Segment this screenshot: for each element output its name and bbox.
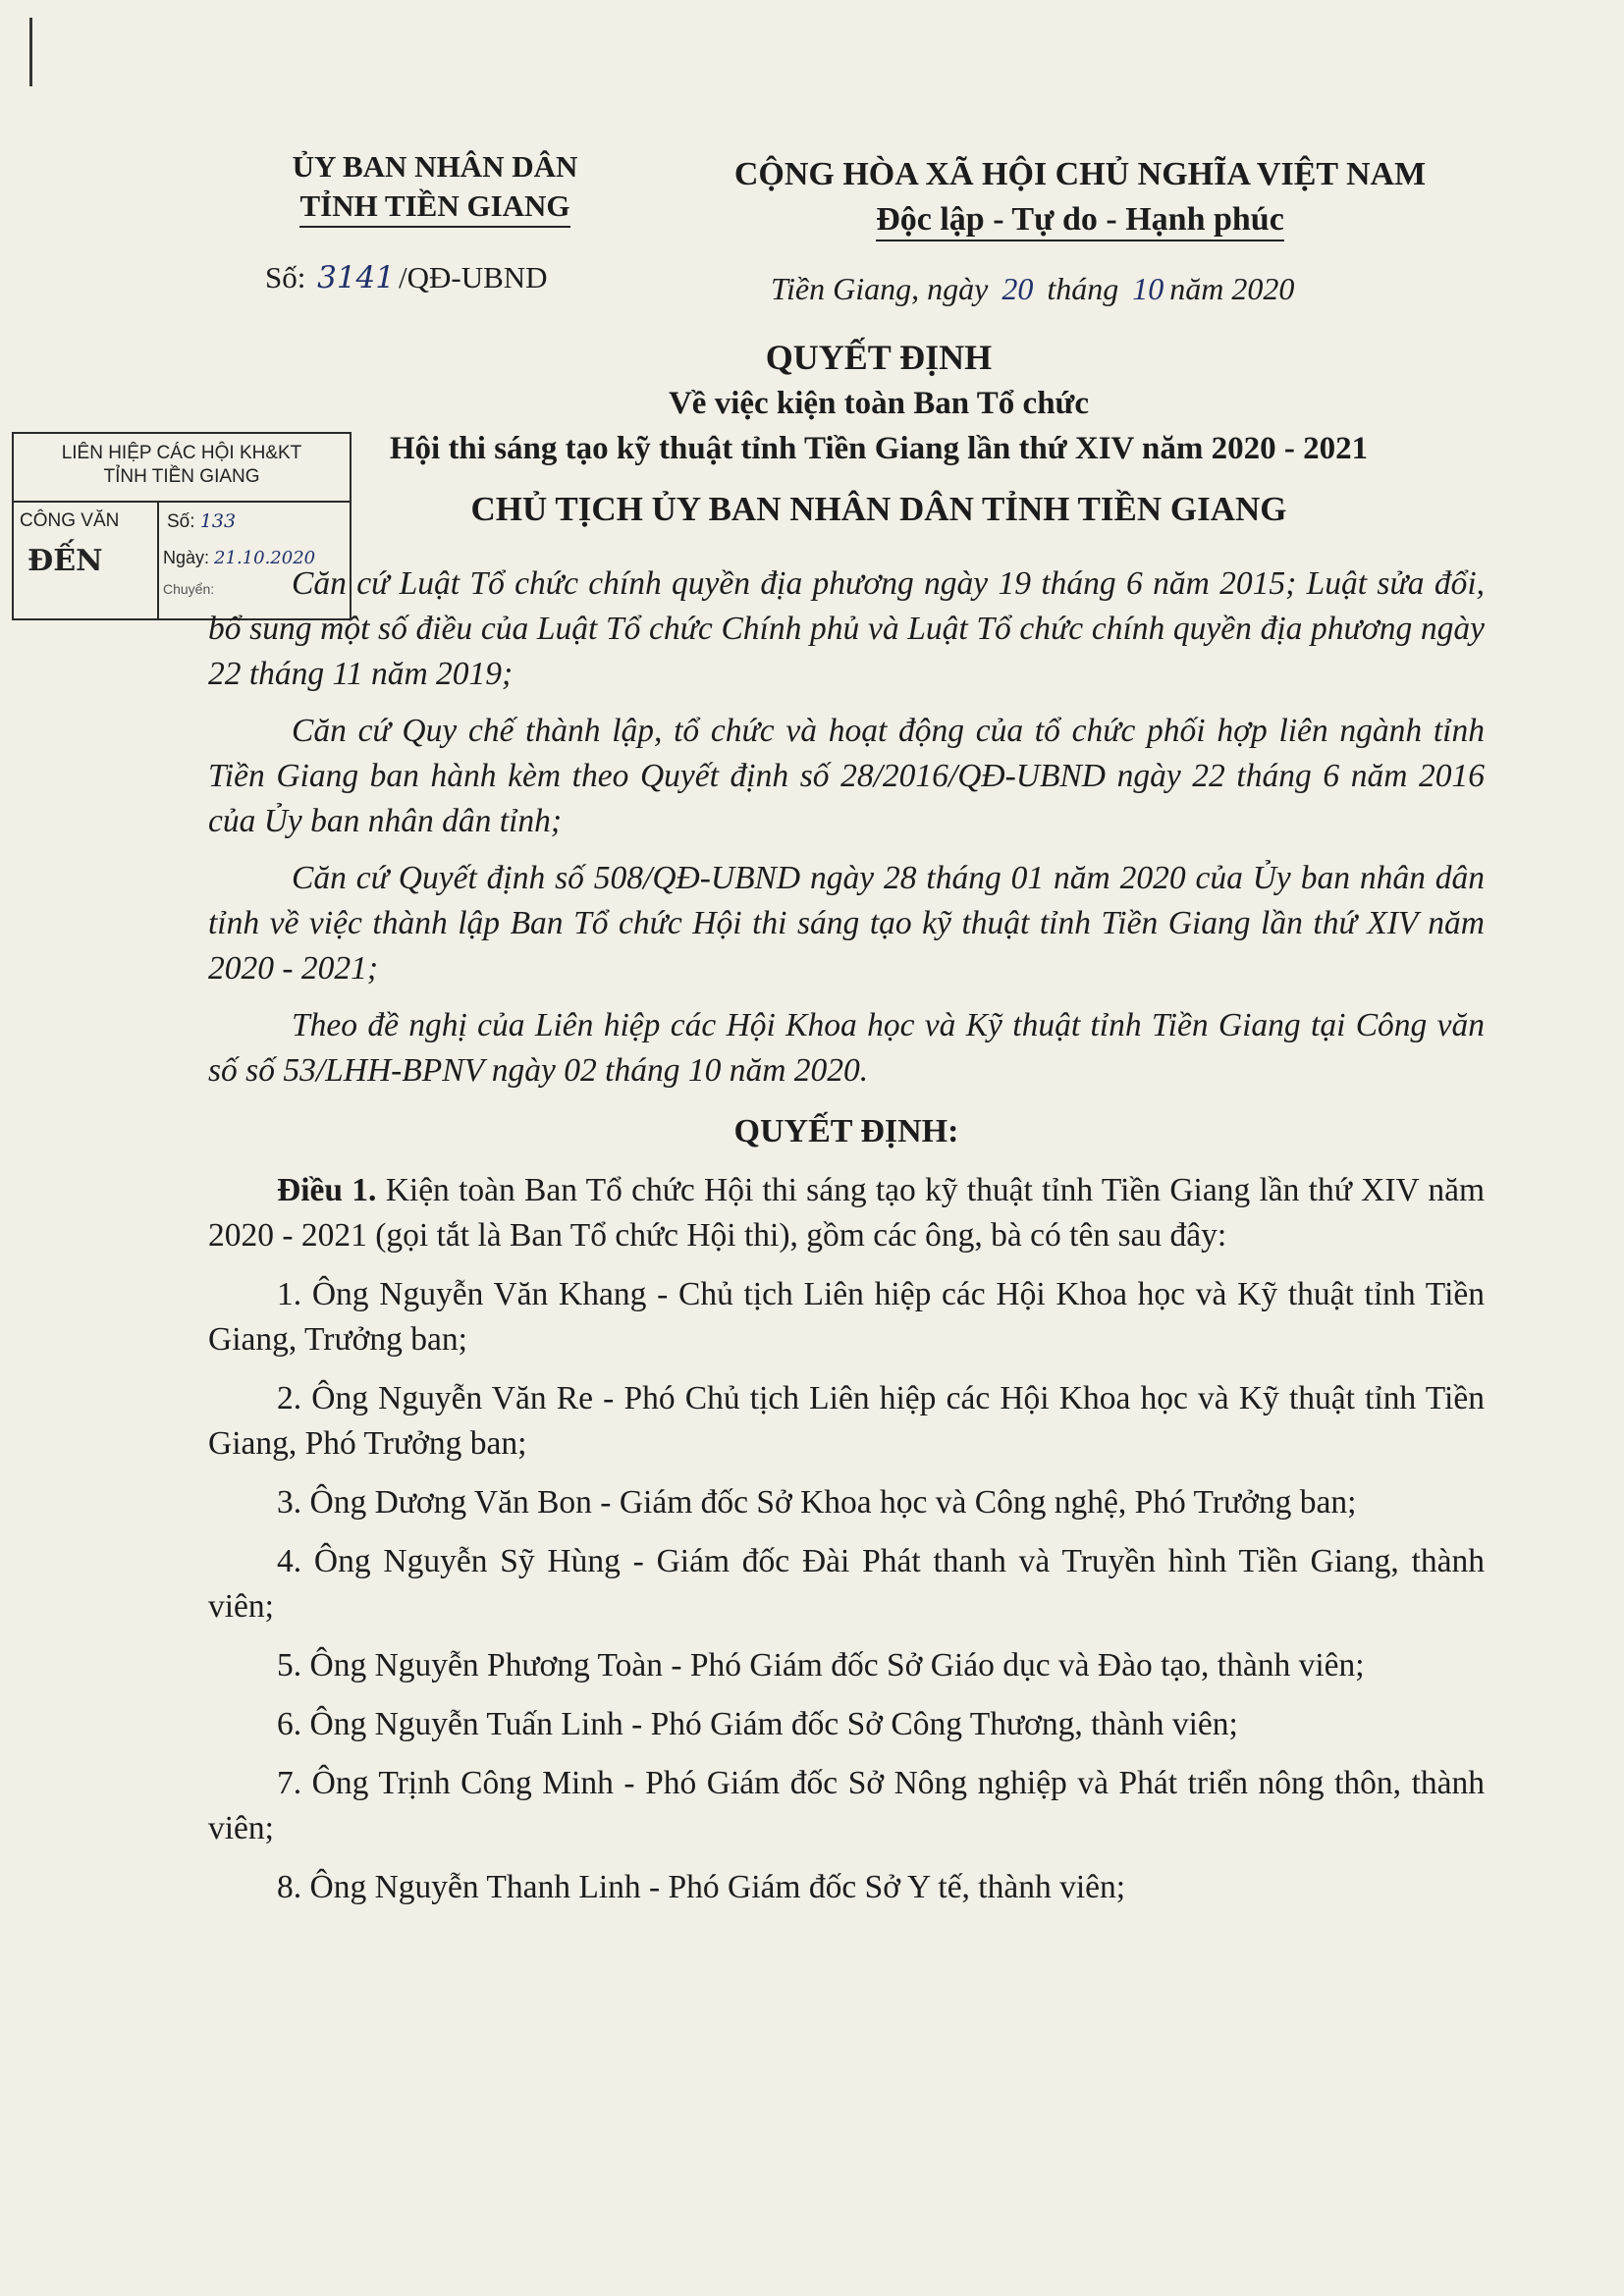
article-1-text: Kiện toàn Ban Tổ chức Hội thi sáng tạo kỹ thuật tỉnh Tiền Giang lần thứ XIV năm 2020 - 2021 (gọi tắt là Ban Tổ chức Hội thi), gồm các ông, bà có tên sau đây:	[208, 1172, 1486, 1254]
stamp-label: CÔNG VĂN	[20, 510, 120, 531]
article-1-label: Điều 1.	[277, 1172, 377, 1208]
nation-name: CỘNG HÒA XÃ HỘI CHỦ NGHĨA VIỆT NAM	[733, 156, 1427, 192]
agency-line-2: TỈNH TIỀN GIANG	[299, 187, 569, 228]
stamp-date-label: Ngày:	[163, 548, 210, 567]
member-item: 3. Ông Dương Văn Bon - Giám đốc Sở Khoa học và Công nghệ, Phó Trưởng ban;	[277, 1484, 1357, 1521]
subject-line-1: Về việc kiện toàn Ban Tổ chức	[668, 386, 1090, 421]
stamp-org-line-2: TỈNH TIỀN GIANG	[103, 466, 260, 487]
date-month-label: tháng	[1047, 271, 1119, 306]
citation: Căn cứ Quyết định số 508/QĐ-UBND ngày 28 tháng 01 năm 2020 của Ủy ban nhân dân tỉnh về việc thành lập Ban Tổ chức Hội thi sáng tạo kỹ thuật tỉnh Tiền Giang lần thứ XIV năm 2020 - 2021;	[208, 860, 1485, 987]
title-block	[275, 334, 1483, 534]
citation: Căn cứ Luật Tổ chức chính quyền địa phương ngày 19 tháng 6 năm 2015; Luật sửa đổi, bổ sung một số điều của Luật Tổ chức Chính phủ và Luật Tổ chức chính quyền địa phương ngày 22 tháng 11 năm 2019;	[208, 565, 1485, 692]
member-item: 8. Ông Nguyễn Thanh Linh - Phó Giám đốc Sở Y tế, thành viên;	[277, 1869, 1126, 1905]
document-type: QUYẾT ĐỊNH	[765, 338, 993, 377]
margin-pen-mark	[29, 18, 32, 86]
subject-line-2: Hội thi sáng tạo kỹ thuật tỉnh Tiền Giang lần thứ XIV năm 2020 - 2021	[389, 431, 1369, 466]
date-year: năm 2020	[1169, 271, 1295, 306]
number-suffix: /QĐ-UBND	[399, 260, 548, 294]
agency-line-1: ỦY BAN NHÂN DÂN	[292, 149, 578, 184]
date-day: 20	[1001, 271, 1034, 306]
member-item: 7. Ông Trịnh Công Minh - Phó Giám đốc Sở Nông nghiệp và Phát triển nông thôn, thành viên;	[208, 1765, 1485, 1846]
stamp-org-line-1: LIÊN HIỆP CÁC HỘI KH&KT	[61, 443, 302, 463]
stamp-forward-label: Chuyển:	[163, 581, 215, 597]
issuing-agency	[244, 147, 626, 228]
stamp-number-value: 133	[199, 510, 237, 532]
stamp-org	[14, 442, 350, 489]
stamp-number-label: Số:	[167, 511, 195, 532]
stamp-number	[167, 510, 236, 533]
issue-date	[771, 271, 1294, 307]
number-handwritten: 3141	[317, 260, 396, 295]
member-item: 5. Ông Nguyễn Phương Toàn - Phó Giám đốc Sở Giáo dục và Đào tạo, thành viên;	[277, 1647, 1365, 1683]
member-item: 1. Ông Nguyễn Văn Khang - Chủ tịch Liên hiệp các Hội Khoa học và Kỹ thuật tỉnh Tiền Giang, Trưởng ban;	[208, 1276, 1485, 1358]
date-month: 10	[1132, 271, 1164, 306]
number-prefix: Số:	[265, 260, 306, 294]
stamp-column-divider	[157, 503, 159, 618]
article-1	[208, 1168, 1485, 1258]
decision-heading: QUYẾT ĐỊNH:	[733, 1113, 959, 1149]
national-motto	[677, 152, 1483, 242]
document-body	[208, 561, 1485, 1924]
member-item: 6. Ông Nguyễn Tuấn Linh - Phó Giám đốc Sở Công Thương, thành viên;	[277, 1706, 1238, 1742]
citation: Căn cứ Quy chế thành lập, tổ chức và hoạt động của tổ chức phối hợp liên ngành tỉnh Tiền Giang ban hành kèm theo Quyết định số 28/2016/QĐ-UBND ngày 22 tháng 6 năm 2016 của Ủy ban nhân dân tỉnh;	[208, 713, 1485, 839]
stamp-den: ĐẾN	[27, 544, 103, 578]
nation-motto: Độc lập - Tự do - Hạnh phúc	[876, 200, 1284, 241]
member-item: 2. Ông Nguyễn Văn Re - Phó Chủ tịch Liên hiệp các Hội Khoa học và Kỹ thuật tỉnh Tiền Giang, Phó Trưởng ban;	[208, 1380, 1485, 1462]
issuing-authority: CHỦ TỊCH ỦY BAN NHÂN DÂN TỈNH TIỀN GIANG	[470, 490, 1287, 528]
stamp-date-value: 21.10.2020	[214, 548, 316, 568]
stamp-divider	[14, 501, 350, 503]
member-item: 4. Ông Nguyễn Sỹ Hùng - Giám đốc Đài Phát thanh và Truyền hình Tiền Giang, thành viên;	[208, 1543, 1485, 1625]
date-place: Tiền Giang, ngày	[771, 271, 989, 306]
document-number	[265, 260, 548, 295]
citation: Theo đề nghị của Liên hiệp các Hội Khoa học và Kỹ thuật tỉnh Tiền Giang tại Công văn số số 53/LHH-BPNV ngày 02 tháng 10 năm 2020.	[208, 1007, 1485, 1089]
